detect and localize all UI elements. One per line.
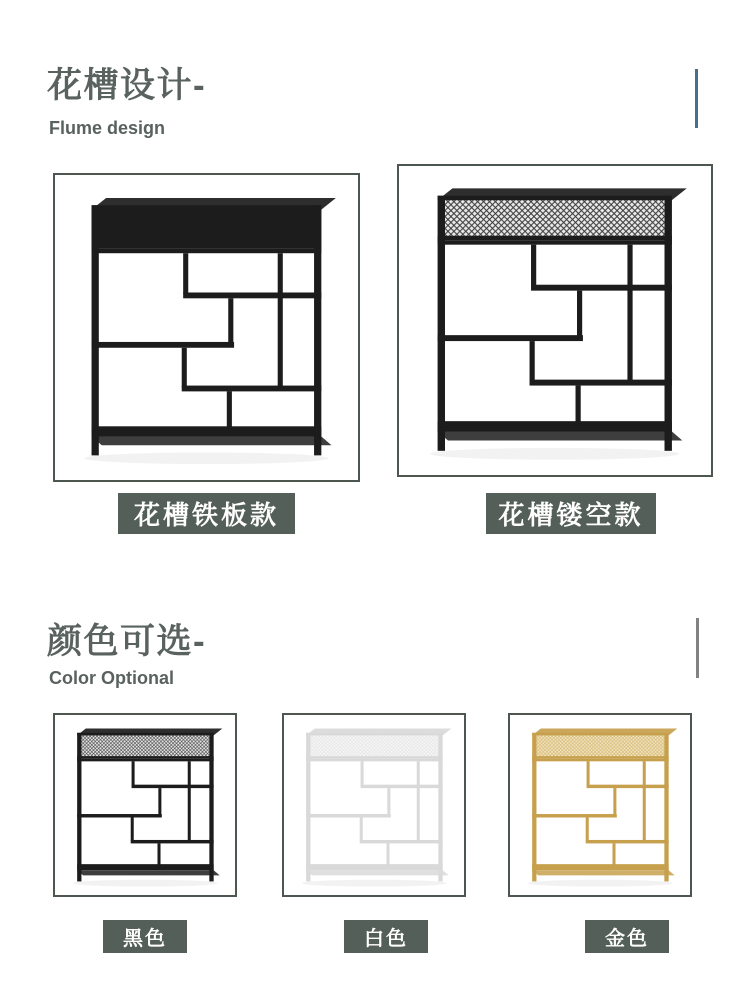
color-badge-white: 白色 <box>344 920 428 953</box>
section-title-flume: 花槽设计- <box>47 66 207 105</box>
product-card-white <box>282 713 466 897</box>
accent-bar-flume <box>695 69 698 128</box>
variant-badge-hollow-out: 花槽镂空款 <box>486 493 656 534</box>
section-subtitle-color: Color Optional <box>49 668 174 688</box>
accent-bar-color-section <box>696 618 699 678</box>
variant-badge-iron-plate: 花槽铁板款 <box>118 493 295 534</box>
product-card-flume-solid <box>53 173 360 482</box>
color-badge-gold: 金色 <box>585 920 669 953</box>
shelf-black-illustration <box>59 719 232 892</box>
product-card-black <box>53 713 237 897</box>
shelf-gold-illustration <box>514 719 687 892</box>
product-card-gold <box>508 713 692 897</box>
product-card-flume-mesh <box>397 164 713 477</box>
section-title-color: 颜色可选- <box>47 622 207 661</box>
shelf-solid-top-black-illustration <box>61 181 352 474</box>
shelf-white-illustration <box>288 719 461 892</box>
color-badge-black: 黑色 <box>103 920 187 953</box>
section-subtitle-flume: Flume design <box>49 118 166 138</box>
shelf-mesh-top-black-illustration <box>405 172 705 469</box>
